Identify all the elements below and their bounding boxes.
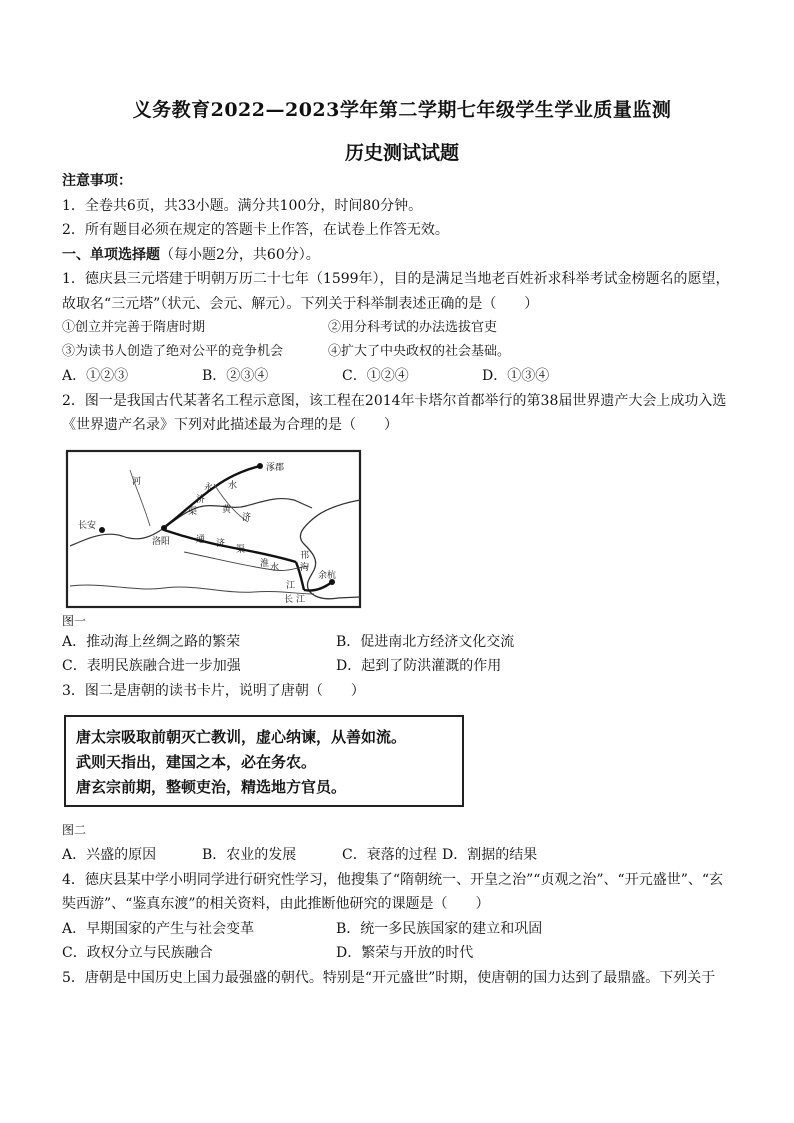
card-line: 唐玄宗前期，整顿吏治，精选地方官员。 (76, 778, 347, 796)
map-label: 江 (296, 594, 306, 605)
map-label: 通 (196, 534, 206, 545)
option-a[interactable]: A．推动海上丝绸之路的繁荣 (62, 633, 241, 650)
reading-card (64, 715, 464, 807)
map-label: 济 (196, 494, 206, 505)
map-label: 永 (204, 482, 214, 493)
question-stem: 3．图二是唐朝的读书卡片，说明了唐朝（ ） (62, 682, 365, 699)
question-stem: 4．德庆县某中学小明同学进行研究性学习，他搜集了“隋朝统一、开皇之治”“贞观之治”、“开元盛世”、“玄 (62, 871, 724, 888)
question-stem: 奘西游”、“鉴真东渡”的相关资料，由此推断他研究的课题是（ ） (62, 896, 490, 912)
option-b[interactable]: B．促进南北方经济文化交流 (336, 633, 515, 650)
question-stem: 1．德庆县三元塔建于明朝万历二十七年（1599年），目的是满足当地老百姓祈求科举考试金榜题名的愿望， (62, 271, 730, 287)
option-d[interactable]: D．割据的结果 (442, 847, 538, 863)
figure-caption: 图二 (62, 823, 87, 837)
option-b[interactable]: B．②③④ (202, 368, 269, 384)
option-c[interactable]: C．表明民族融合进一步加强 (62, 658, 241, 674)
statement-row (62, 340, 742, 364)
question-1 (62, 267, 742, 389)
exam-title: 义务教育2022—2023学年第二学期七年级学生学业质量监测 (132, 99, 672, 121)
map-label: 邗 (300, 550, 310, 561)
option-c[interactable]: C．①②④ (342, 368, 409, 384)
map-label: 济 (216, 538, 226, 549)
yangtze-river (70, 585, 314, 594)
map-label: 水 (228, 480, 238, 491)
option-b[interactable]: B．统一多民族国家的建立和巩固 (336, 920, 543, 937)
map-frame (67, 451, 360, 607)
map-label: 河 (132, 476, 142, 487)
card-line: 唐太宗吸取前朝灭亡教训，虚心纳谏，从善如流。 (76, 728, 407, 746)
card-line: 武则天指出，建国之本，必在务农。 (76, 753, 317, 771)
option-d[interactable]: D．繁荣与开放的时代 (336, 945, 474, 961)
map-label: 洛阳 (152, 536, 171, 547)
option-b[interactable]: B．农业的发展 (202, 847, 297, 863)
notice-heading: 注意事项： (62, 173, 132, 189)
map-label: 济 (242, 512, 252, 523)
city-luoyang-dot (161, 525, 167, 531)
figure-caption: 图一 (62, 613, 87, 628)
city-zhuojun-dot (257, 463, 263, 469)
question-stem: 故取名“三元塔”（状元、会元、解元）。下列关于科举制表述正确的是（ ） (62, 295, 539, 312)
question-3 (62, 679, 742, 868)
canal-map (64, 448, 364, 610)
question-stem: 5．唐朝是中国历史上国力最强盛的朝代。特别是“开元盛世”时期，使唐朝的国力达到了最鼎盛。下列关于 (62, 969, 716, 986)
options-row (62, 843, 742, 868)
map-label: 江 (286, 580, 296, 591)
canal-map-graphic (64, 448, 364, 610)
map-label: 涿郡 (266, 462, 285, 473)
option-a[interactable]: A．兴盛的原因 (62, 847, 157, 863)
options-row (62, 654, 742, 679)
statement-item: ③为读书人创造了绝对公平的竞争机会 (62, 344, 284, 359)
exam-page (62, 95, 742, 990)
map-label: 水 (270, 562, 280, 573)
option-a[interactable]: A．①②③ (62, 368, 129, 384)
statement-item: ④扩大了中央政权的社会基础。 (328, 344, 511, 359)
tongji-canal (164, 530, 296, 562)
question-5 (62, 966, 742, 991)
exam-subtitle: 历史测试试题 (344, 142, 459, 164)
question-4 (62, 868, 742, 966)
map-label: 渠 (236, 544, 246, 555)
statement-item: ②用分科考试的办法选拔官吏 (328, 320, 498, 335)
section-note: （每小题2分，共60分）。 (160, 246, 320, 263)
notice-block (62, 169, 742, 243)
option-c[interactable]: C．政权分立与民族融合 (62, 945, 213, 961)
map-label: 余杭 (318, 570, 337, 581)
options-row (62, 364, 742, 389)
map-label: 长安 (78, 520, 97, 531)
city-changan-dot (99, 527, 105, 533)
section-heading-row (62, 243, 742, 268)
notice-item: 1．全卷共6页，共33小题。满分共100分，时间80分钟。 (62, 197, 423, 214)
options-row (62, 630, 742, 655)
statement-item: ①创立并完善于隋唐时期 (62, 320, 206, 335)
map-label: 渠 (188, 506, 198, 517)
question-stem: 2．图一是我国古代某著名工程示意图，该工程在2014年卡塔尔首都举行的第38届世界遗产大会上成功入选 (62, 392, 727, 409)
map-label: 黄 (222, 504, 232, 515)
option-a[interactable]: A．早期国家的产生与社会变革 (62, 920, 255, 937)
section-heading: 一、单项选择题 (62, 246, 160, 263)
map-label: 淮 (260, 558, 270, 569)
question-stem: 《世界遗产名录》下列对此描述最为合理的是（ ） (62, 417, 398, 433)
option-c[interactable]: C．衰落的过程 (342, 847, 437, 863)
map-label: 沟 (300, 562, 310, 573)
notice-item: 2．所有题目必须在规定的答题卡上作答，在试卷上作答无效。 (62, 222, 449, 238)
option-d[interactable]: D．①③④ (482, 368, 550, 384)
map-label: 长 (284, 594, 294, 605)
options-row (62, 917, 742, 942)
option-d[interactable]: D．起到了防洪灌溉的作用 (336, 658, 502, 674)
question-2 (62, 389, 742, 679)
statement-row (62, 316, 742, 340)
options-row (62, 941, 742, 966)
